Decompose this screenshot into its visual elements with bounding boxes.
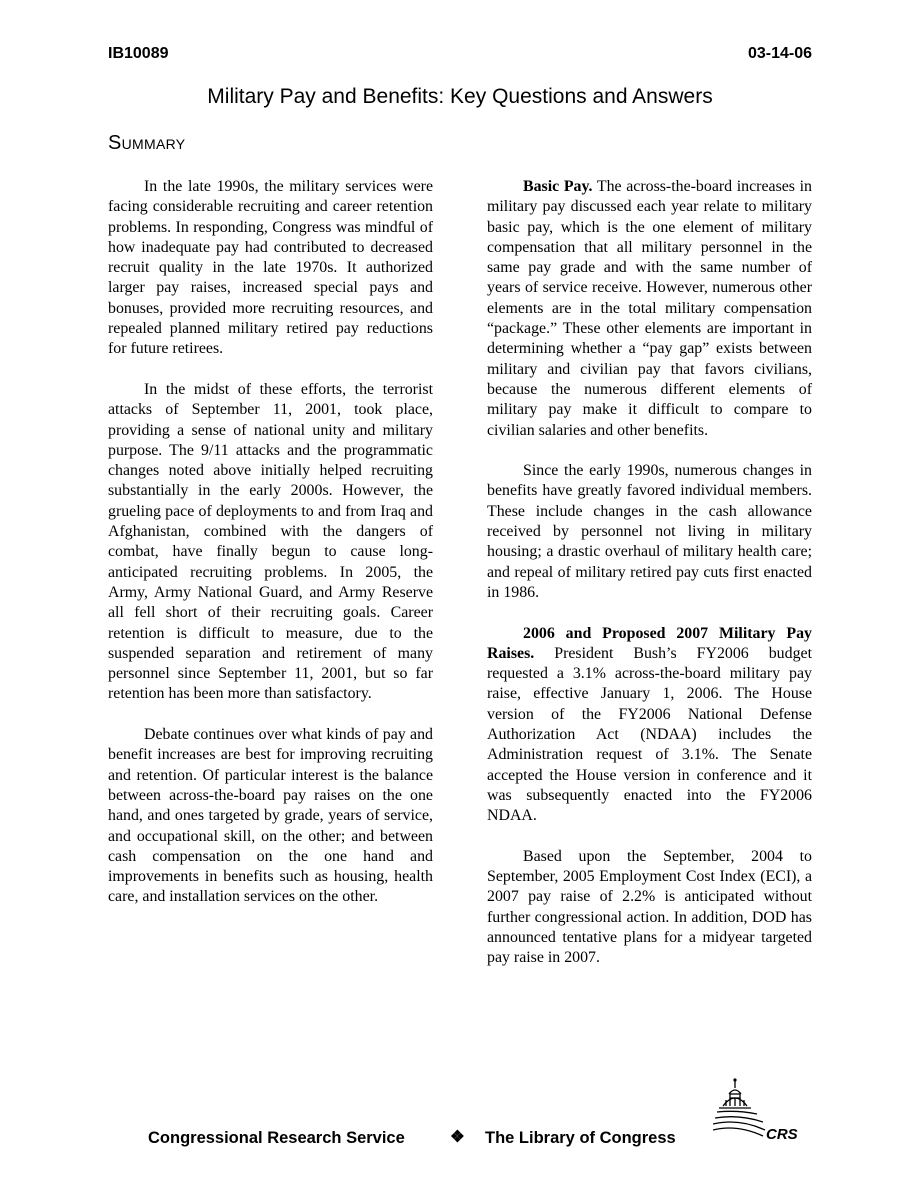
document-date: 03-14-06 — [747, 45, 812, 62]
paragraph — [487, 461, 812, 603]
paragraph — [487, 624, 812, 827]
footer-org: Congressional Research Service — [148, 1129, 405, 1147]
left-column — [108, 177, 433, 928]
paragraph: In the midst of these efforts, the terrorist attacks of September 11, 2001, took place, providing a sense of national unity and military purpose. The 9/11 attacks and the programmatic changes noted above initially helped recruiting substantially in the early 2000s. However, the grueling pace of deployments to and from Iraq and Afghanistan, combined with the dangers of combat, have finally begun to cause long-anticipated recruiting problems. In 2005, the Army, Army National Guard, and Army Reserve all fell short of their recruiting goals. Career retention is difficult to measure, due to the suspended separation and retirement of many personnel since September 11, 2001, but so far retention has been more than satisfactory. — [108, 380, 433, 703]
paragraph: Debate continues over what kinds of pay and benefit increases are best for improving recruiting and retention. Of particular interest is the balance between across-the-board pay raises on the one hand, and ones targeted by grade, years of service, and occupational skill, on the other; and between cash compensation on the one hand and improvements in benefits such as housing, health care, and installation services on the other. — [108, 726, 433, 906]
paragraph-lead: 2006 and Proposed 2007 Military Pay Raises. — [487, 624, 812, 662]
paragraph-text: President Bush’s FY2006 budget requested a 3.1% across-the-board military pay raise, effective January 1, 2006. The House version of the FY2006 National Defense Authorization Act (NDAA) includes the Administration request of 3.1%. The Senate accepted the House version in conference and it was subsequently enacted into the FY2006 NDAA. — [487, 644, 812, 825]
paragraph-text: Since the early 1990s, numerous changes in benefits have greatly favored individual members. These include changes in the cash allowance received by personnel not living in military housing; a drastic overhaul of military health care; and repeal of military retired pay cuts first enacted in 1986. — [487, 462, 812, 601]
paragraph — [487, 847, 812, 969]
footer-separator: ❖ — [450, 1128, 465, 1146]
footer-logo-text: CRS — [766, 1126, 798, 1143]
paragraph-text: Based upon the September, 2004 to September, 2005 Employment Cost Index (ECI), a 2007 pay raise of 2.2% is anticipated without further congressional action. In addition, DOD has announced tentative plans for a midyear targeted pay raise in 2007. — [487, 847, 812, 967]
page-title: Military Pay and Benefits: Key Questions and Answers — [207, 85, 713, 108]
paragraph — [487, 177, 812, 441]
paragraph-text: The across-the-board increases in military pay discussed each year relate to military basic pay, which is the one element of military compensation that all military personnel in the same pay grade and with the same number of years of service receive. However, numerous other elements are in the total military compensation “package.” These other elements are important in determining whether a “pay gap” exists between military and civilian pay that favors civilians, because the numerous different elements of military pay make it difficult to compare to civilian salaries and other benefits. — [487, 178, 812, 439]
footer-library: The Library of Congress — [485, 1129, 676, 1147]
document-id: IB10089 — [108, 45, 169, 62]
paragraph: In the late 1990s, the military services were facing considerable recruiting and career retention problems. In responding, Congress was mindful of how inadequate pay had contributed to decreased recruit quality in the late 1970s. It authorized larger pay raises, increased special pays and bonuses, provided more recruiting resources, and repealed planned military retired pay reductions for future retirees. — [108, 178, 433, 358]
section-heading: Summary — [108, 132, 186, 154]
right-column — [487, 177, 812, 989]
paragraph-lead: Basic Pay. — [523, 178, 593, 195]
